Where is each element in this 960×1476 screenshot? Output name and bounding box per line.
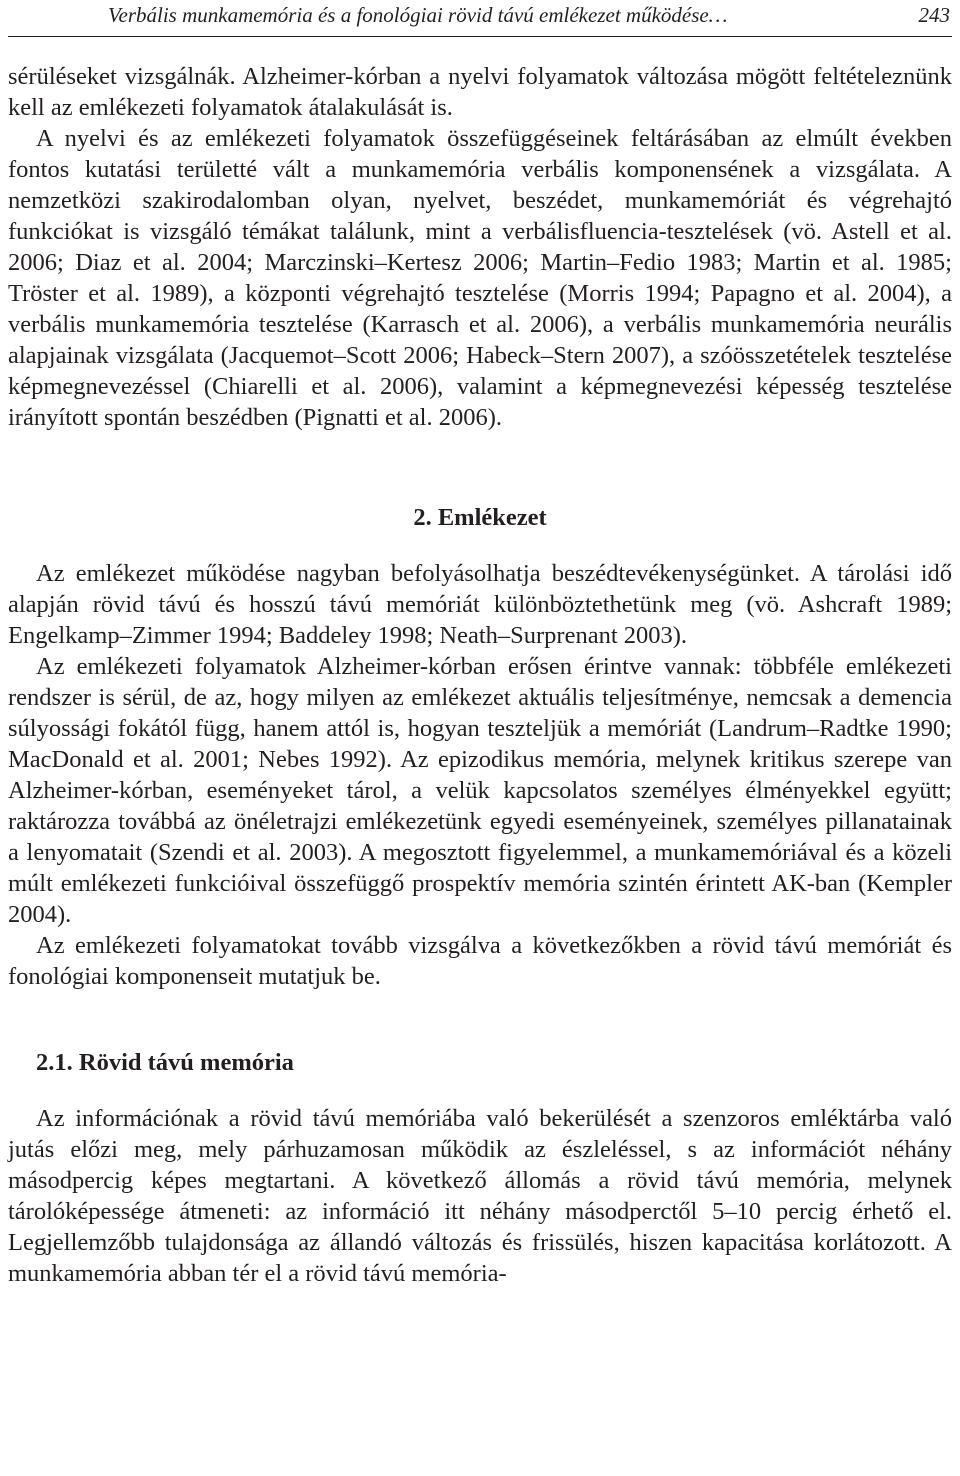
paragraph-intro-2: A nyelvi és az emlékezeti folyamatok összefüggéseinek feltárásában az elmúlt években fontos kutatási területté vált a munkamemória verbális komponensének a vizsgálata. A nemzetközi szakirodalomban olyan, nyelvet, beszédet, munkamemóriát és végrehajtó funkciókat is vizsgáló témákat találunk, mint a verbálisfluencia-tesztelések (vö. Astell et al. 2006; Diaz et al. 2004; Marczinski–Kertesz 2006; Martin–Fedio 1983; Martin et al. 1985; Tröster et al. 1989), a központi végrehajtó tesztelése (Morris 1994; Papagno et al. 2004), a verbális munkamemória tesztelése (Karrasch et al. 2006), a verbális munkamemória neurális alapjainak vizsgálata (Jacquemot–Scott 2006; Habeck–Stern 2007), a szóösszetételek tesztelése képmegnevezéssel (Chiarelli et al. 2006), valamint a képmegnevezési képesség tesztelése irányított spontán beszédben (Pignatti et al. 2006). bbox=[8, 125, 952, 431]
running-head bbox=[8, 0, 952, 37]
paragraph-memory-1: Az emlékezet működése nagyban befolyásolhatja beszédtevékenységünket. A tárolási idő alapján rövid távú és hosszú távú memóriát különböztethetünk meg (vö. Ashcraft 1989; Engelkamp–Zimmer 1994; Baddeley 1998; Neath–Surprenant 2003). bbox=[8, 560, 952, 649]
running-head-title: Verbális munkamemória és a fonológiai rövid távú emlékezet működése… bbox=[108, 3, 728, 27]
paragraph-memory-3: Az emlékezeti folyamatokat tovább vizsgálva a következőkben a rövid távú memóriát és fonológiai komponenseit mutatjuk be. bbox=[8, 932, 952, 990]
paragraph-intro-1: sérüléseket vizsgálnák. Alzheimer-kórban a nyelvi folyamatok változása mögött feltételeznünk kell az emlékezeti folyamatok átalakulását is. bbox=[8, 63, 952, 121]
section-heading-2-1: 2.1. Rövid távú memória bbox=[36, 1049, 294, 1076]
page-number: 243 bbox=[918, 3, 950, 27]
body-text bbox=[8, 61, 952, 1289]
document-page bbox=[8, 0, 952, 1289]
paragraph-memory-2: Az emlékezeti folyamatok Alzheimer-kórban erősen érintve vannak: többféle emlékezeti rendszer is sérül, de az, hogy milyen az emlékezet aktuális teljesítménye, nemcsak a demencia súlyossági fokától függ, hanem attól is, hogyan teszteljük a memóriát (Landrum–Radtke 1990; MacDonald et al. 2001; Nebes 1992). Az epizodikus memória, melynek kritikus szerepe van Alzheimer-kórban, eseményeket tárol, a velük kapcsolatos személyes élményekkel együtt; raktározza továbbá az önéletrajzi emlékezetünk egyedi eseményeinek, személyes pillanatainak a lenyomatait (Szendi et al. 2003). A megosztott figyelemmel, a munkamemóriával és a közeli múlt emlékezeti funkcióival összefüggő prospektív memória szintén érintett AK-ban (Kempler 2004). bbox=[8, 653, 952, 928]
section-heading-2: 2. Emlékezet bbox=[413, 504, 547, 531]
paragraph-short-term-1: Az információnak a rövid távú memóriába való bekerülését a szenzoros emléktárba való jutás előzi meg, mely párhuzamosan működik az észleléssel, s az információt néhány másodpercig képes megtartani. A következő állomás a rövid távú memória, melynek tárolóképessége átmeneti: az információ itt néhány másodperctől 5–10 percig érhető el. Legjellemzőbb tulajdonsága az állandó változás és frissülés, hiszen kapacitása korlátozott. A munkamemória abban tér el a rövid távú memória- bbox=[8, 1105, 952, 1287]
